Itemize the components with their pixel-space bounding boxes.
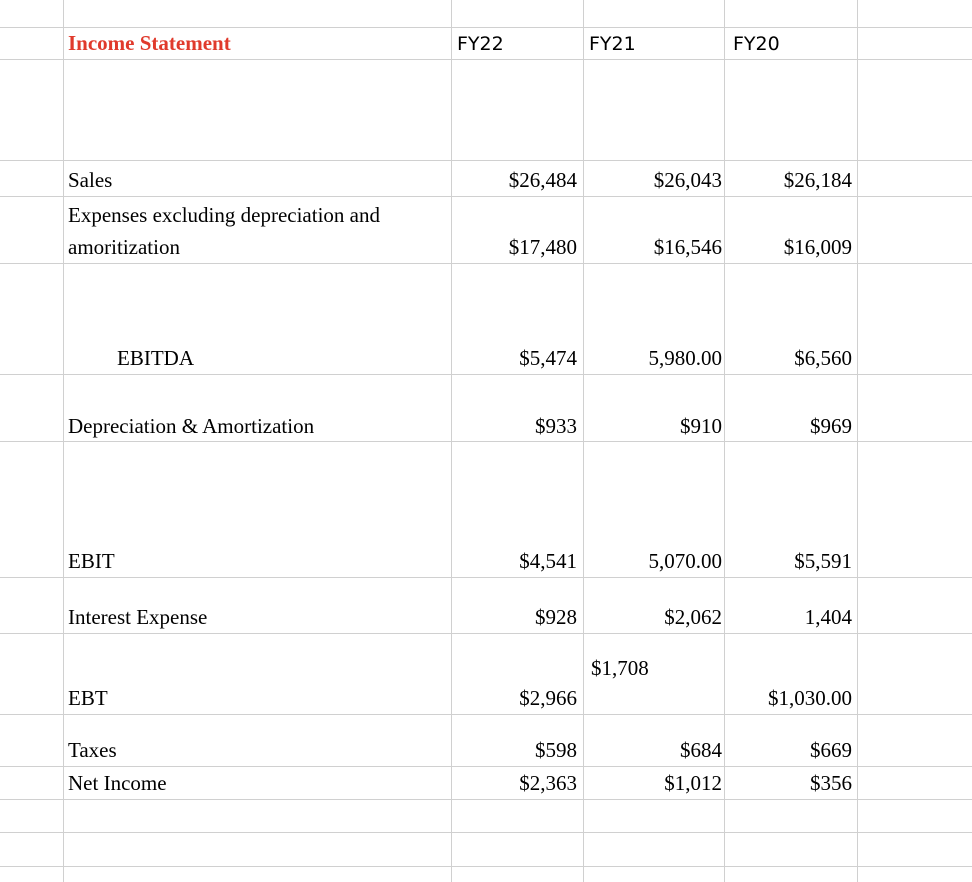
cell-ebitda-fy20[interactable]: $6,560 — [794, 346, 852, 370]
row-label-taxes[interactable]: Taxes — [68, 738, 117, 762]
cell-taxes-fy20[interactable]: $669 — [810, 738, 852, 762]
grid-hline — [0, 374, 972, 375]
column-header-fy22[interactable]: FY22 — [457, 33, 504, 55]
cell-net-income-fy22[interactable]: $2,363 — [519, 771, 577, 795]
grid-hline — [0, 160, 972, 161]
grid-hline — [0, 866, 972, 867]
column-header-fy21[interactable]: FY21 — [589, 33, 636, 55]
row-label-ebt[interactable]: EBT — [68, 686, 108, 710]
sheet-title[interactable]: Income Statement — [68, 31, 231, 55]
row-label-sales[interactable]: Sales — [68, 168, 113, 192]
cell-sales-fy21[interactable]: $26,043 — [653, 168, 722, 192]
row-label-interest-expense[interactable]: Interest Expense — [68, 605, 208, 629]
cell-ebt-fy22[interactable]: $2,966 — [519, 686, 577, 710]
grid-hline — [0, 799, 972, 800]
row-label-ebitda[interactable]: EBITDA — [117, 346, 194, 370]
row-label-expenses-line2: amoritization — [68, 235, 180, 259]
grid-hline — [0, 766, 972, 767]
row-label-net-income[interactable]: Net Income — [68, 771, 167, 795]
cell-interest-fy21[interactable]: $2,062 — [664, 605, 722, 629]
grid-hline — [0, 714, 972, 715]
cell-net-income-fy21[interactable]: $1,012 — [664, 771, 722, 795]
cell-taxes-fy21[interactable]: $684 — [680, 738, 722, 762]
row-label-depreciation[interactable]: Depreciation & Amortization — [68, 414, 315, 438]
cell-expenses-fy20[interactable]: $16,009 — [783, 235, 852, 259]
grid-hline — [0, 27, 972, 28]
grid-hline — [0, 263, 972, 264]
cell-sales-fy20[interactable]: $26,184 — [783, 168, 852, 192]
grid-hline — [0, 196, 972, 197]
cell-expenses-fy21[interactable]: $16,546 — [653, 235, 722, 259]
cell-ebit-fy21[interactable]: 5,070.00 — [648, 549, 722, 573]
cell-depreciation-fy21[interactable]: $910 — [680, 414, 722, 438]
row-label-ebit[interactable]: EBIT — [68, 549, 115, 573]
cell-net-income-fy20[interactable]: $356 — [810, 771, 852, 795]
row-label-expenses-line1[interactable]: Expenses excluding depreciation and — [68, 203, 380, 227]
cell-ebitda-fy22[interactable]: $5,474 — [519, 346, 577, 370]
cell-depreciation-fy20[interactable]: $969 — [810, 414, 852, 438]
column-header-fy20[interactable]: FY20 — [733, 33, 780, 55]
cell-expenses-fy22[interactable]: $17,480 — [508, 235, 577, 259]
cell-interest-fy20[interactable]: 1,404 — [804, 605, 852, 629]
grid-hline — [0, 577, 972, 578]
cell-ebit-fy20[interactable]: $5,591 — [794, 549, 852, 573]
cell-interest-fy22[interactable]: $928 — [535, 605, 577, 629]
cell-depreciation-fy22[interactable]: $933 — [535, 414, 577, 438]
grid-hline — [0, 633, 972, 634]
grid-hline — [0, 832, 972, 833]
cell-ebt-fy21[interactable]: $1,708 — [591, 656, 649, 680]
cell-ebit-fy22[interactable]: $4,541 — [519, 549, 577, 573]
cell-sales-fy22[interactable]: $26,484 — [508, 168, 577, 192]
cell-ebitda-fy21[interactable]: 5,980.00 — [648, 346, 722, 370]
grid-hline — [0, 59, 972, 60]
cell-ebt-fy20[interactable]: $1,030.00 — [768, 686, 852, 710]
cell-taxes-fy22[interactable]: $598 — [535, 738, 577, 762]
grid-hline — [0, 441, 972, 442]
